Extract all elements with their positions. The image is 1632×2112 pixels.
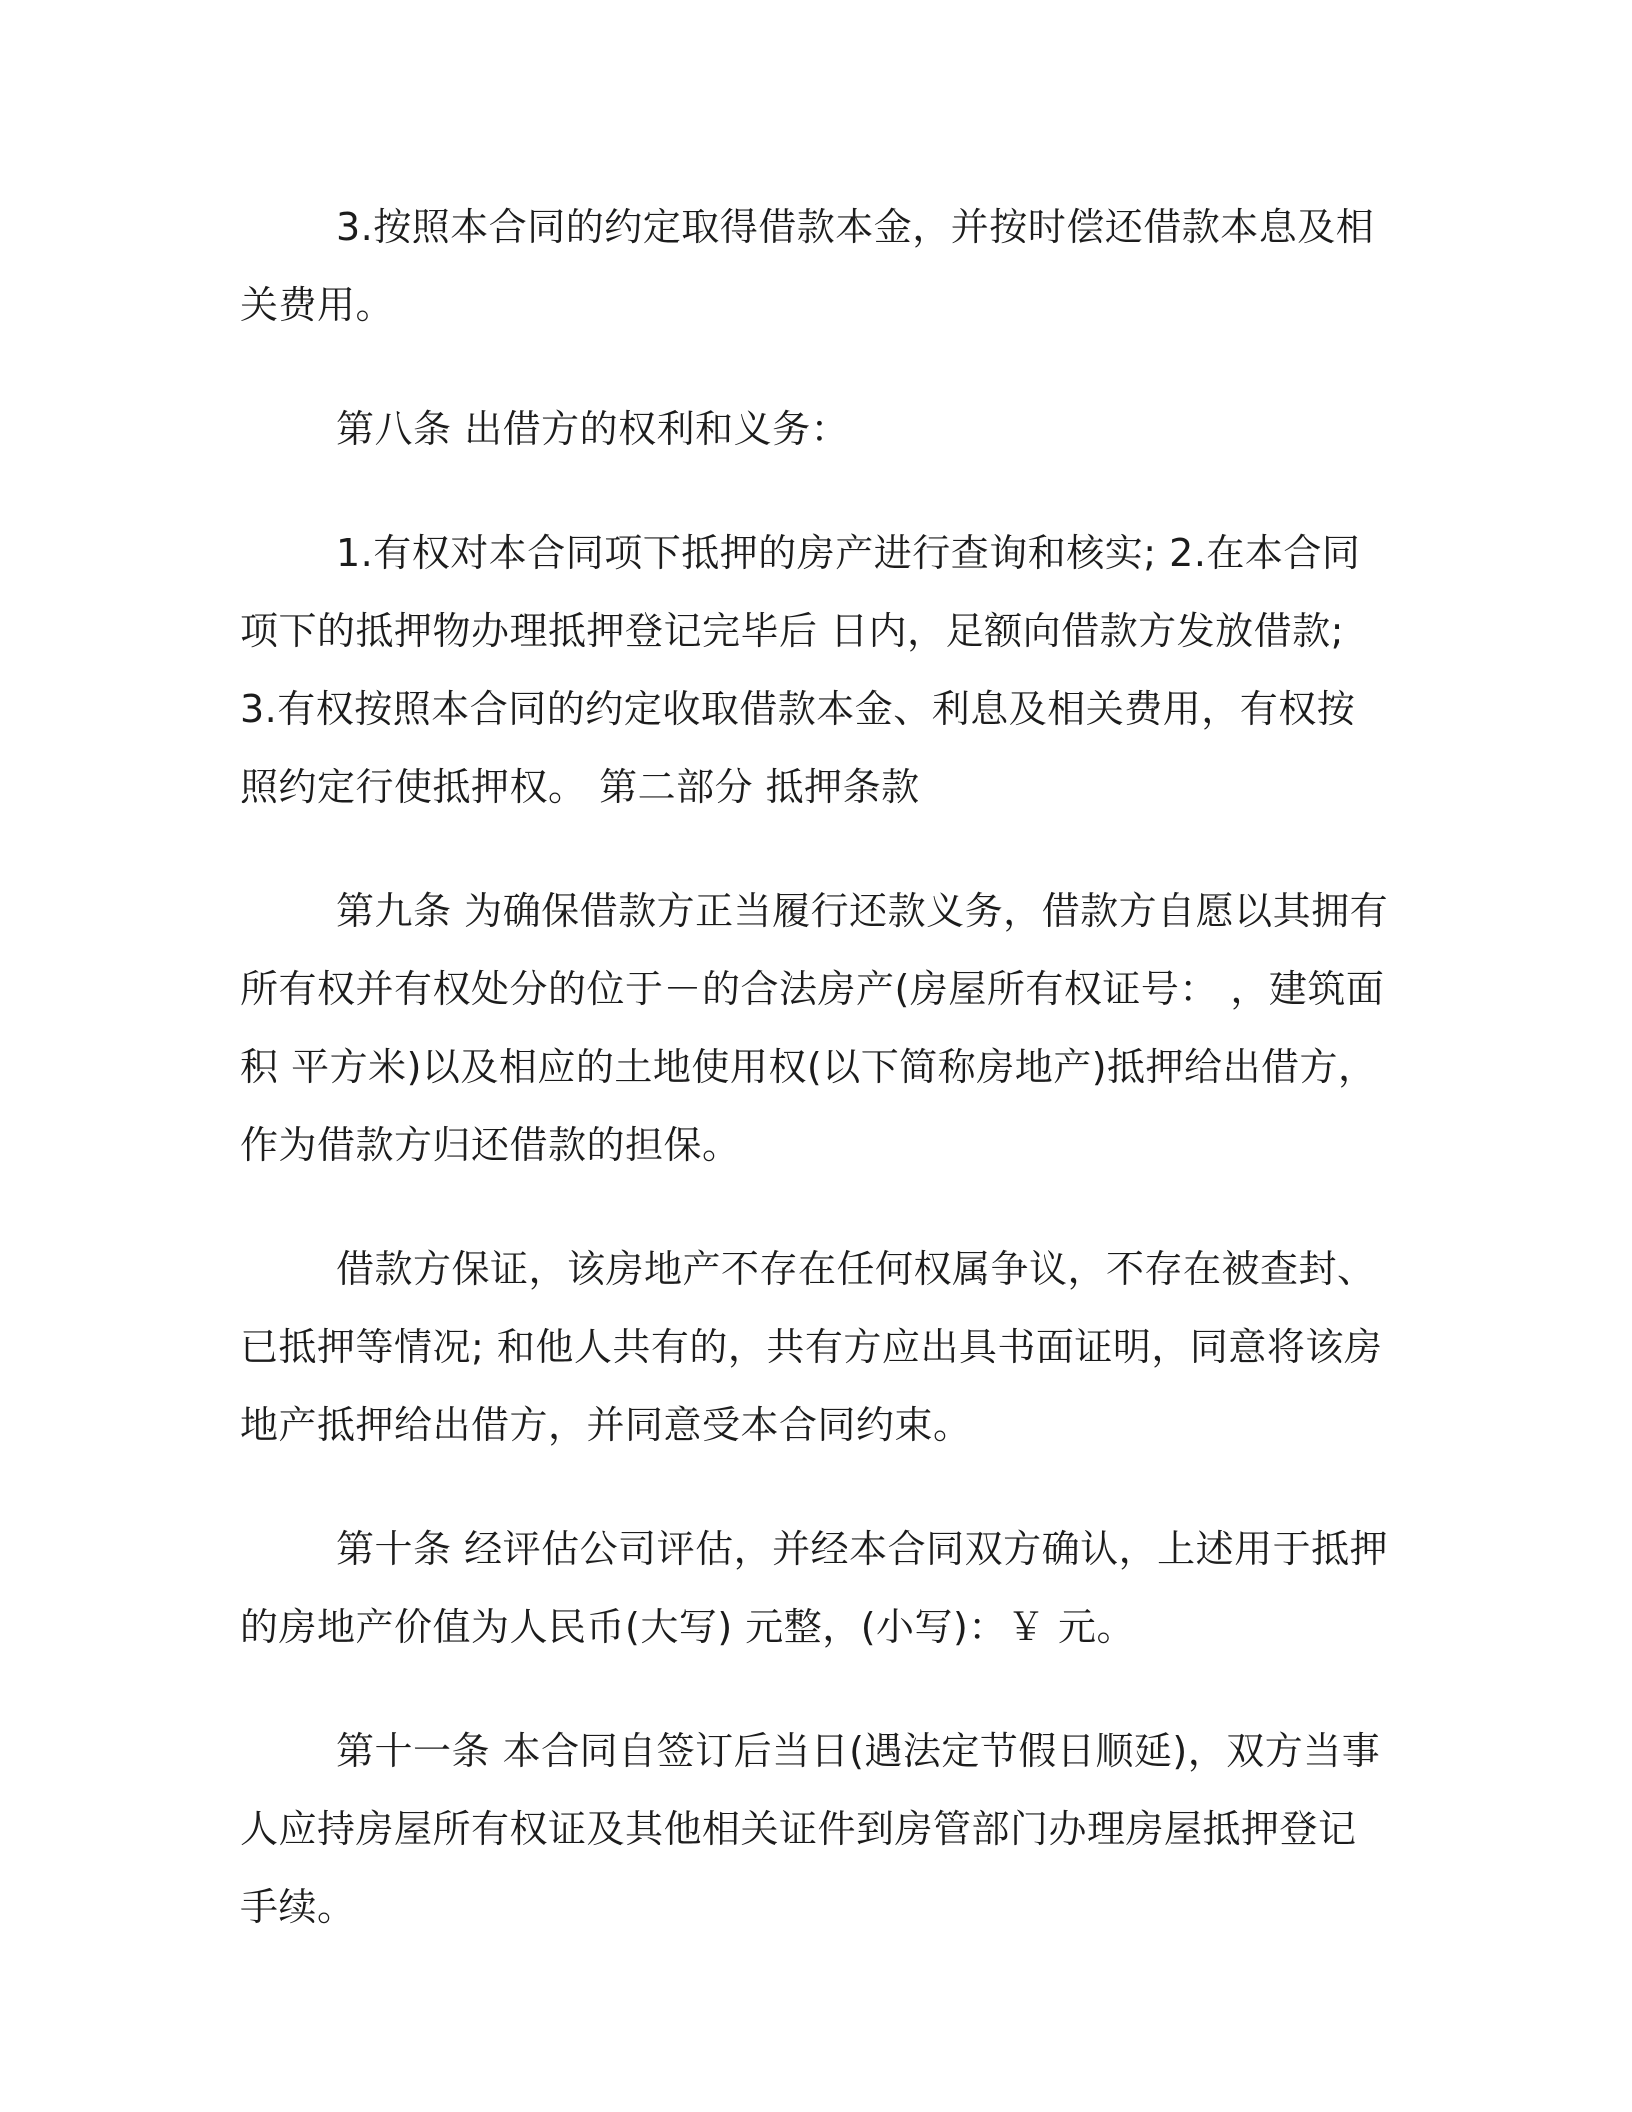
paragraph-lender-rights: 1.有权对本合同项下抵押的房产进行查询和核实; 2.在本合同项下的抵押物办理抵押登记完毕后 日内，足额向借款方发放借款; 3.有权按照本合同的约定收取借款本金、利息及相关费用，有权按照约定行使抵押权。 第二部分 抵押条款 bbox=[240, 531, 1361, 809]
paragraph-borrower-guarantee: 借款方保证，该房地产不存在任何权属争议，不存在被查封、已抵押等情况; 和他人共有的，共有方应出具书面证明，同意将该房地产抵押给出借方，并同意受本合同约束。 bbox=[240, 1247, 1383, 1447]
paragraph-article-8-heading: 第八条 出借方的权利和义务： bbox=[336, 407, 850, 451]
paragraph-article-9: 第九条 为确保借款方正当履行还款义务，借款方自愿以其拥有所有权并有权处分的位于－的合法房产(房屋所有权证号： ，建筑面积 平方米)以及相应的土地使用权(以下简称房地产)抵押给出借方，作为借款方归还借款的担保。 bbox=[240, 889, 1389, 1167]
paragraph-borrower-obligation-3: 3.按照本合同的约定取得借款本金，并按时偿还借款本息及相关费用。 bbox=[240, 205, 1375, 327]
paragraph-article-11: 第十一条 本合同自签订后当日(遇法定节假日顺延)，双方当事人应持房屋所有权证及其他相关证件到房管部门办理房屋抵押登记手续。 bbox=[240, 1729, 1381, 1929]
paragraph-article-10: 第十条 经评估公司评估，并经本合同双方确认，上述用于抵押的房地产价值为人民币(大写) 元整，(小写)：￥ 元。 bbox=[240, 1527, 1389, 1649]
document-body bbox=[240, 188, 1390, 1946]
